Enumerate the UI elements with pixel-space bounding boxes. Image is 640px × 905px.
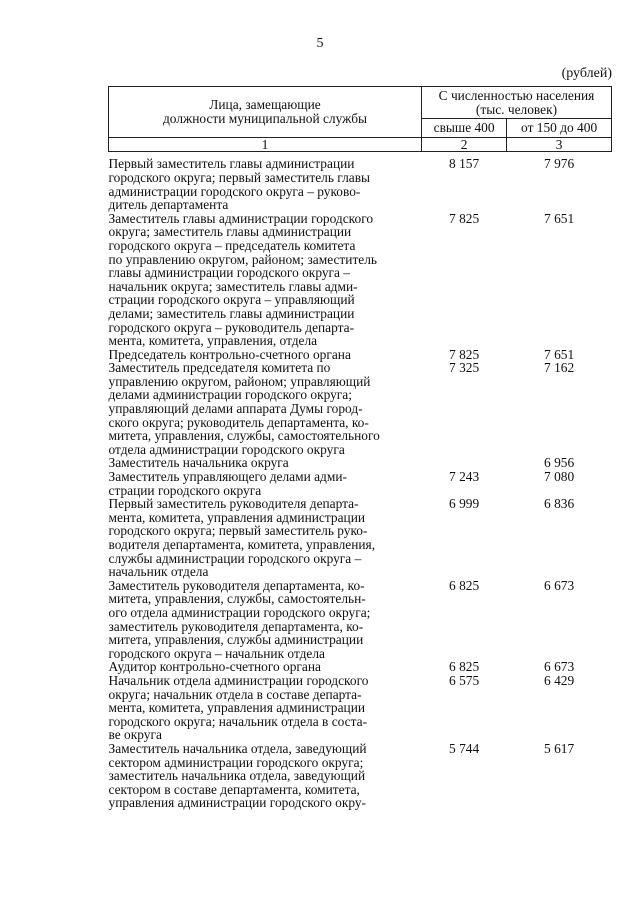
position-title-line: ве округа — [108, 727, 162, 743]
position-title — [109, 742, 422, 810]
position-title-line: ого отдела администрации городского округа; — [108, 604, 371, 620]
position-title-line: делами; заместитель главы администрации — [108, 305, 355, 321]
position-title-line: сектором в составе департамента, комитета, — [108, 781, 360, 797]
over-400-header: свыше 400 — [422, 119, 507, 138]
salary-150-400: 7 080 — [544, 469, 575, 485]
position-title-line: администрации городского округа – руково- — [108, 183, 361, 199]
salary-over-400 — [422, 456, 507, 470]
position-title — [109, 348, 422, 362]
position-title-line: заместитель начальника отдела, заведующий — [108, 768, 366, 784]
position-title — [109, 579, 422, 661]
position-title-line: городского округа – начальник отдела — [108, 645, 325, 661]
position-title-line: Заместитель управляющего делами адми- — [108, 469, 347, 485]
position-title — [109, 456, 422, 470]
position-title-line: начальник округа; заместитель главы адми- — [108, 278, 358, 294]
salary-150-400: 6 673 — [544, 577, 575, 593]
position-title — [109, 470, 422, 497]
position-title-line: округа; заместитель главы администрации — [108, 224, 352, 240]
position-title-line: отдела администрации городского округа — [108, 441, 345, 457]
position-title-line: городского округа – председатель комитета — [108, 237, 356, 253]
position-title-line: Заместитель начальника отдела, заведующий — [108, 740, 367, 756]
position-title — [109, 660, 422, 674]
salary-over-400: 6 825 — [449, 659, 480, 675]
position-title-line: городского округа; первый заместитель главы — [108, 169, 371, 185]
position-title — [109, 361, 422, 456]
position-title-line: страции городского округа – управляющий — [108, 292, 355, 308]
position-title-line: мента, комитета, управления администрации — [108, 700, 366, 716]
position-title-line: заместитель руководителя департамента, ко- — [108, 618, 364, 634]
salary-over-400: 6 575 — [449, 672, 480, 688]
table-row — [109, 674, 612, 742]
position-title — [109, 497, 422, 579]
position-title-line: митета, управления, службы, самостоятельного — [108, 428, 380, 444]
position-title-line: ского округа; руководитель департамента, ко- — [108, 414, 369, 430]
salary-150-400: 5 617 — [544, 740, 575, 756]
position-column-header: Лица, замещающие должности муниципальной службы — [109, 87, 422, 138]
position-title-line: Заместитель начальника округа — [108, 455, 289, 471]
salary-150-400: 7 651 — [544, 210, 575, 226]
column-number-1: 1 — [109, 137, 422, 152]
salary-150-400: 7 976 — [544, 156, 575, 172]
salary-150-400: 6 429 — [544, 672, 575, 688]
position-title-line: округа; начальник отдела в составе департа- — [108, 686, 362, 702]
population-group-header: С численностью населения (тыс. человек) — [422, 87, 612, 119]
salary-over-400: 7 825 — [449, 210, 480, 226]
salary-over-400: 7 825 — [449, 346, 480, 362]
table-body — [109, 152, 612, 810]
table-row — [109, 579, 612, 661]
position-title-line: делами администрации городского округа; — [108, 387, 352, 403]
position-title-line: по управлению округом, районом; заместитель — [108, 251, 378, 267]
position-title-line: митета, управления, службы, самостоятельн- — [108, 591, 366, 607]
range-150-400-header: от 150 до 400 — [507, 119, 612, 138]
position-title-line: мента, комитета, управления администрации — [108, 509, 366, 525]
position-title-line: начальник отдела — [108, 564, 209, 580]
position-title-line: главы администрации городского округа – — [108, 265, 351, 281]
position-title-line: Заместитель главы администрации городского — [108, 210, 374, 226]
salary-150-400: 7 651 — [544, 346, 575, 362]
position-title — [109, 157, 422, 211]
position-title-line: городского округа – руководитель департа- — [108, 319, 355, 335]
salary-table — [108, 86, 612, 810]
salary-over-400: 7 243 — [449, 469, 480, 485]
unit-note: (рублей) — [561, 66, 612, 81]
position-title-line: Первый заместитель главы администрации — [108, 156, 355, 172]
table-row — [109, 456, 612, 470]
position-title-line: сектором администрации городского округа; — [108, 754, 364, 770]
table-row — [109, 660, 612, 674]
table-row — [109, 212, 612, 348]
position-title-line: городского округа; начальник отдела в соста- — [108, 713, 368, 729]
position-title-line: управлению округом, районом; управляющий — [108, 373, 371, 389]
position-title-line: митета, управления, службы администрации — [108, 632, 364, 648]
salary-150-400: 6 956 — [544, 455, 575, 471]
table-row — [109, 470, 612, 497]
position-title-line: страции городского округа — [108, 482, 262, 498]
table-row — [109, 497, 612, 579]
position-title-line: службы администрации городского округа – — [108, 550, 362, 566]
position-title-line: Первый заместитель руководителя департа- — [108, 496, 359, 512]
position-title-line: управления администрации городского окру- — [108, 795, 366, 811]
position-title-line: Заместитель председателя комитета по — [108, 360, 331, 376]
position-title-line: мента, комитета, управления, отдела — [108, 333, 318, 349]
salary-over-400: 8 157 — [449, 156, 480, 172]
column-number-3: 3 — [507, 137, 612, 152]
position-title-line: Заместитель руководителя департамента, ко- — [108, 577, 365, 593]
position-title-line: Аудитор контрольно-счетного органа — [108, 659, 321, 675]
position-title — [109, 212, 422, 348]
table-row — [109, 157, 612, 211]
position-title-line: дитель департамента — [108, 197, 229, 213]
salary-150-400: 7 162 — [544, 360, 575, 376]
salary-over-400: 6 825 — [449, 577, 480, 593]
page-number: 5 — [316, 36, 324, 51]
salary-over-400: 5 744 — [449, 740, 480, 756]
position-title-line: управляющий делами аппарата Думы город- — [108, 401, 363, 417]
column-number-2: 2 — [422, 137, 507, 152]
position-title-line: Начальник отдела администрации городского — [108, 672, 369, 688]
position-title-line: водителя департамента, комитета, управления, — [108, 537, 376, 552]
position-title — [109, 674, 422, 742]
position-title-line: Председатель контрольно-счетного органа — [108, 346, 351, 362]
salary-150-400: 6 836 — [544, 496, 575, 512]
salary-150-400: 6 673 — [544, 659, 575, 675]
table-row — [109, 742, 612, 810]
table-row — [109, 348, 612, 362]
table-row — [109, 361, 612, 456]
salary-over-400: 7 325 — [449, 360, 480, 376]
position-title-line: городского округа; первый заместитель руко- — [108, 523, 368, 539]
salary-over-400: 6 999 — [449, 496, 480, 512]
